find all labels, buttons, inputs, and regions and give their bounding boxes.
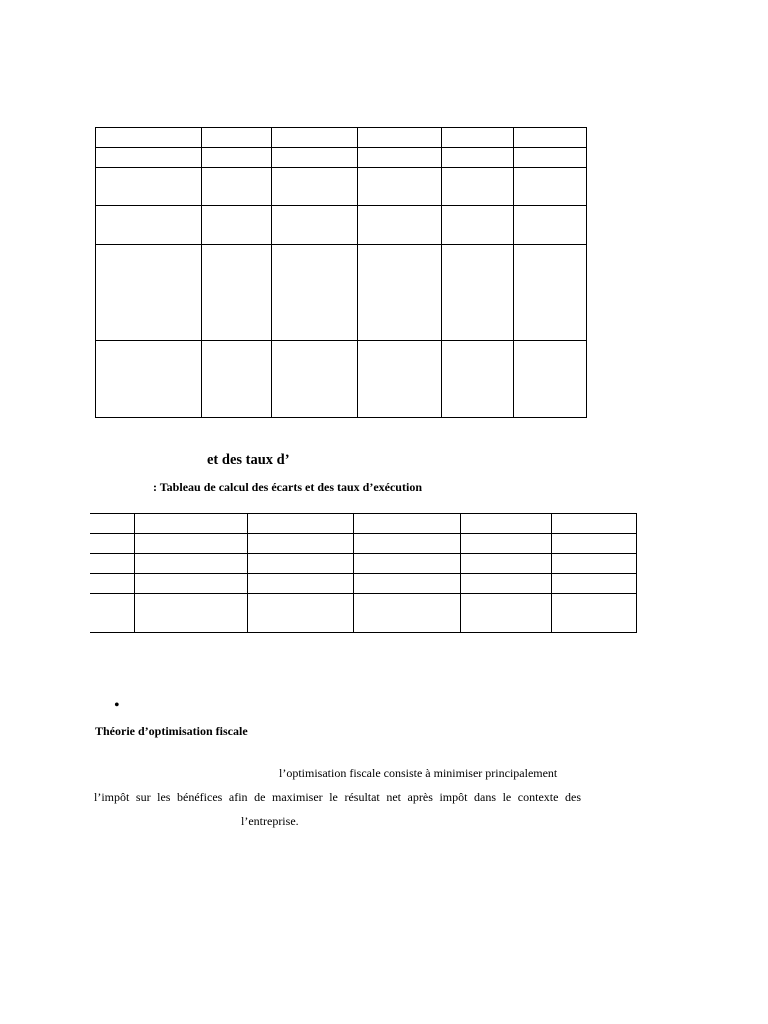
table-row <box>90 514 636 534</box>
table-row <box>90 554 636 574</box>
table-row <box>96 128 587 148</box>
table-row <box>96 168 587 206</box>
table-row <box>96 341 587 418</box>
empty-table-ecarts <box>90 513 637 633</box>
paragraph-line: l’impôt sur les bénéfices afin de maximiser le résultat net après impôt dans le contexte des <box>94 790 581 804</box>
table-row <box>96 148 587 168</box>
table-row <box>90 594 636 633</box>
paragraph-line: l’optimisation fiscale consiste à minimiser principalement <box>279 766 558 780</box>
table-row <box>90 574 636 594</box>
empty-table-top <box>95 127 587 418</box>
table-caption: : Tableau de calcul des écarts et des taux d’exécution <box>153 480 422 494</box>
table-row <box>90 534 636 554</box>
paragraph-line: l’entreprise. <box>241 814 299 828</box>
section-title: Théorie d’optimisation fiscale <box>95 724 248 738</box>
table-row <box>96 245 587 341</box>
table-row <box>96 206 587 245</box>
section-heading-fragment: et des taux d’ <box>207 452 290 468</box>
bullet-point: • <box>114 697 120 714</box>
